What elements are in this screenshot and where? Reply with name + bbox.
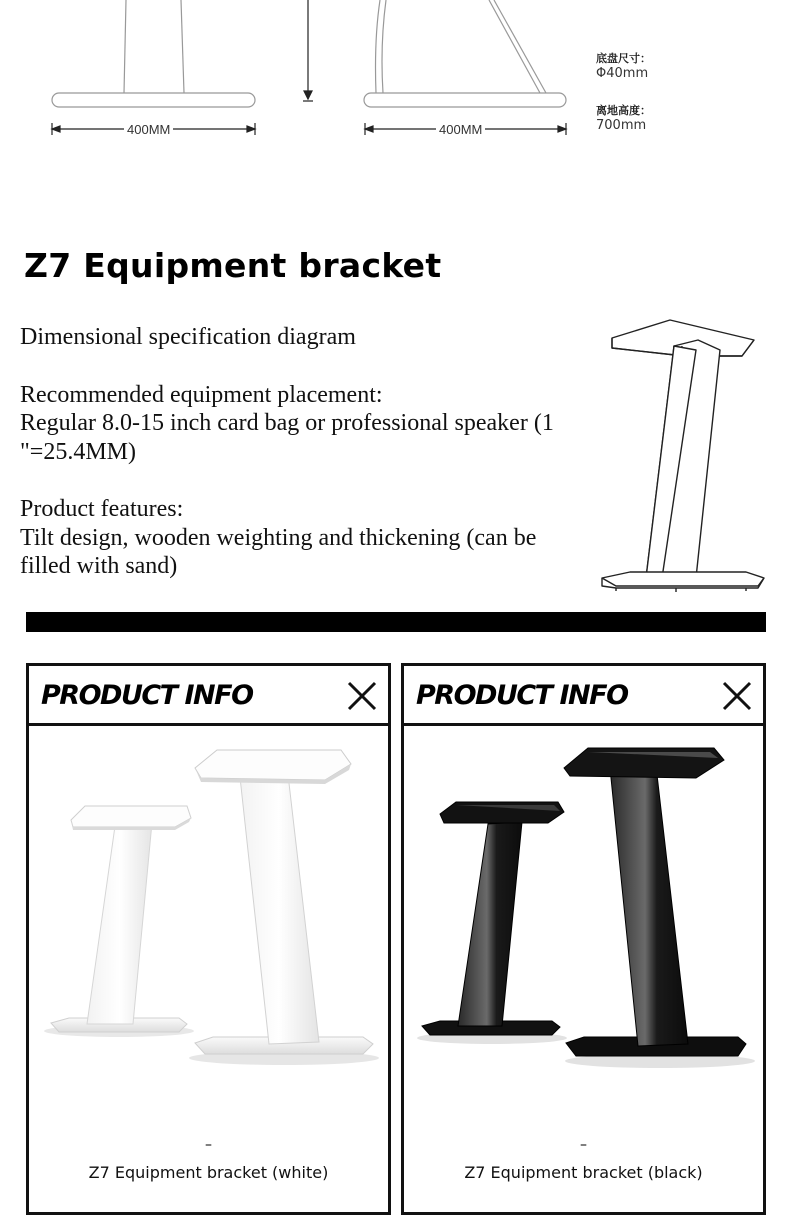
close-icon[interactable]: [346, 680, 378, 712]
features-label: Product features:: [20, 496, 184, 522]
product-card-white: [26, 663, 391, 1215]
card-caption: Z7 Equipment bracket (black): [464, 1163, 703, 1182]
card-header: [29, 666, 388, 726]
white-stand-photo: [29, 726, 388, 1116]
spec-key: 离地高度：: [596, 104, 651, 117]
caption-dash: –: [580, 1137, 587, 1153]
large-black-stand: [564, 748, 755, 1068]
large-white-stand: [189, 750, 379, 1065]
stand-line-drawing: [596, 316, 771, 596]
black-stand-photo: [404, 726, 763, 1116]
dimension-diagram: [0, 0, 790, 150]
placement-label: Recommended equipment placement:: [20, 381, 383, 408]
spec-value: 700mm: [596, 118, 647, 133]
small-white-stand: [44, 806, 194, 1037]
base-size-spec: [596, 52, 651, 82]
section-title: Z7 Equipment bracket: [24, 246, 442, 285]
side-width-label: 400MM: [436, 123, 485, 137]
caption-dash: –: [205, 1137, 212, 1153]
close-icon[interactable]: [721, 680, 753, 712]
description-block: [20, 323, 590, 581]
spec-key: 底盘尺寸：: [596, 52, 651, 65]
height-arrow: [303, 0, 313, 101]
card-caption: Z7 Equipment bracket (white): [88, 1163, 329, 1182]
small-black-stand: [417, 802, 567, 1044]
spec-value: Φ40mm: [596, 66, 649, 81]
product-card-black: [401, 663, 766, 1215]
placement-text: Regular 8.0-15 inch card bag or professional speaker (1 "=25.4MM): [20, 410, 554, 465]
features-text: Tilt design, wooden weighting and thickening (can be filled with sand): [20, 524, 537, 579]
front-view-stand: [52, 0, 255, 107]
card-title: PRODUCT INFO: [416, 680, 628, 711]
height-spec: [596, 104, 651, 134]
card-header: [404, 666, 763, 726]
divider-bar: [26, 612, 766, 632]
side-view-stand: [364, 0, 566, 107]
card-title: PRODUCT INFO: [41, 680, 253, 711]
desc-heading: Dimensional specification diagram: [20, 324, 356, 350]
front-width-label: 400MM: [124, 123, 173, 137]
